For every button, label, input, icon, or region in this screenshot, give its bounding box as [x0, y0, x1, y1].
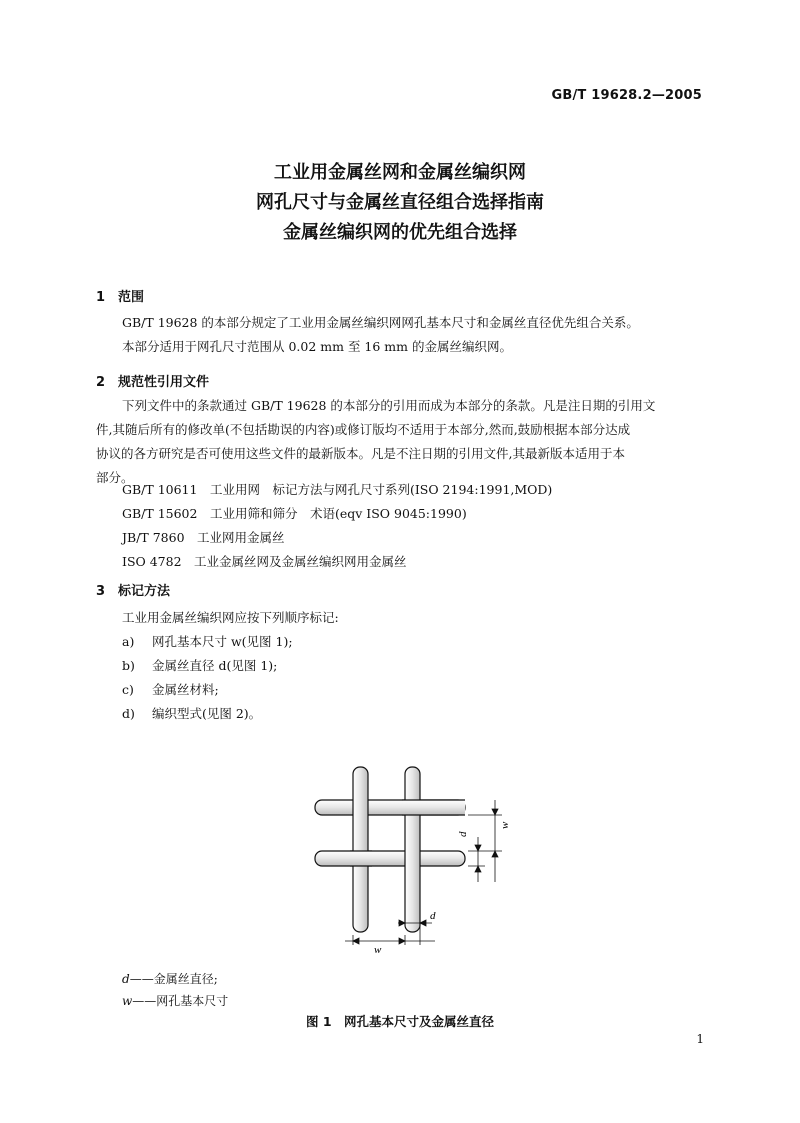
section-number: 1: [96, 290, 106, 305]
legend-symbol: w: [122, 994, 133, 1008]
item-marker: c): [122, 682, 134, 697]
section-1-paragraph-1: GB/T 19628 的本部分规定了工业用金属丝编织网网孔基本尺寸和金属丝直径优先组合关系。: [122, 315, 639, 330]
vertical-wire-right: [405, 767, 420, 932]
reference-item: GB/T 15602 工业用筛和筛分 术语(eqv ISO 9045:1990): [122, 506, 467, 521]
label-w-bottom: w: [374, 944, 382, 955]
section-number: 2: [96, 375, 106, 390]
mesh-diagram: [290, 755, 530, 955]
section-title: 范围: [118, 290, 145, 305]
paragraph-line: 下列文件中的条款通过 GB/T 19628 的本部分的引用而成为本部分的条款。凡是注日期的引用文: [122, 398, 656, 413]
legend-item: [122, 990, 228, 1012]
paragraph-line: 部分。: [96, 470, 134, 485]
marking-item: [122, 654, 712, 678]
item-marker: a): [122, 634, 135, 649]
item-marker: b): [122, 658, 135, 673]
paragraph-line: 协议的各方研究是否可使用这些文件的最新版本。凡是不注日期的引用文件,其最新版本适用于本: [96, 446, 625, 461]
marking-item: [122, 678, 712, 702]
weave-overlap-bottom: [350, 851, 372, 866]
section-3-heading: [96, 580, 170, 599]
item-text: 网孔基本尺寸 w(见图 1);: [152, 634, 293, 649]
section-title: 标记方法: [118, 584, 171, 599]
reference-item: GB/T 10611 工业用网 标记方法与网孔尺寸系列(ISO 2194:1991,MOD): [122, 482, 553, 497]
weave-overlap-top: [402, 800, 465, 815]
legend-text: ——网孔基本尺寸: [132, 994, 229, 1008]
legend-item: [122, 968, 228, 990]
figure-legend: [122, 968, 228, 1012]
dimension-right: [468, 800, 502, 882]
title-line-3: 金属丝编织网的优先组合选择: [283, 222, 517, 243]
figure-1: [290, 755, 530, 955]
section-2-heading: [96, 371, 209, 390]
item-text: 金属丝直径 d(见图 1);: [152, 658, 278, 673]
section-2-paragraph: [96, 394, 716, 490]
paragraph-line: 件,其随后所有的修改单(不包括勘误的内容)或修订版均不适用于本部分,然而,鼓励根据本部分达成: [96, 422, 631, 437]
figure-caption: 图 1 网孔基本尺寸及金属丝直径: [305, 1014, 495, 1029]
section-title: 规范性引用文件: [118, 375, 210, 390]
label-w-right: w: [499, 821, 511, 829]
label-d-bottom: d: [430, 910, 436, 922]
vertical-wire-left: [353, 767, 368, 932]
section-1-paragraph-2: 本部分适用于网孔尺寸范围从 0.02 mm 至 16 mm 的金属丝编织网。: [122, 339, 512, 354]
horizontal-wire-bottom: [315, 851, 465, 866]
section-1-heading: [96, 286, 144, 305]
legend-text: ——金属丝直径;: [129, 972, 218, 986]
item-marker: d): [122, 706, 135, 721]
section-number: 3: [96, 584, 106, 599]
marking-list: [122, 630, 712, 726]
section-3-intro: 工业用金属丝编织网应按下列顺序标记:: [122, 610, 339, 625]
legend-symbol: d: [122, 972, 130, 986]
item-text: 编织型式(见图 2)。: [152, 706, 262, 721]
item-text: 金属丝材料;: [152, 682, 219, 697]
page-number: 1: [696, 1032, 704, 1046]
reference-item: ISO 4782 工业金属丝网及金属丝编织网用金属丝: [122, 554, 407, 569]
title-line-1: 工业用金属丝网和金属丝编织网: [274, 162, 526, 183]
reference-list: [122, 478, 712, 574]
document-title: [0, 158, 800, 248]
standard-code: GB/T 19628.2—2005: [551, 88, 702, 103]
label-d-right: d: [457, 831, 469, 837]
reference-item: JB/T 7860 工业网用金属丝: [122, 530, 285, 545]
marking-item: [122, 630, 712, 654]
title-line-2: 网孔尺寸与金属丝直径组合选择指南: [256, 192, 544, 213]
marking-item: [122, 702, 712, 726]
